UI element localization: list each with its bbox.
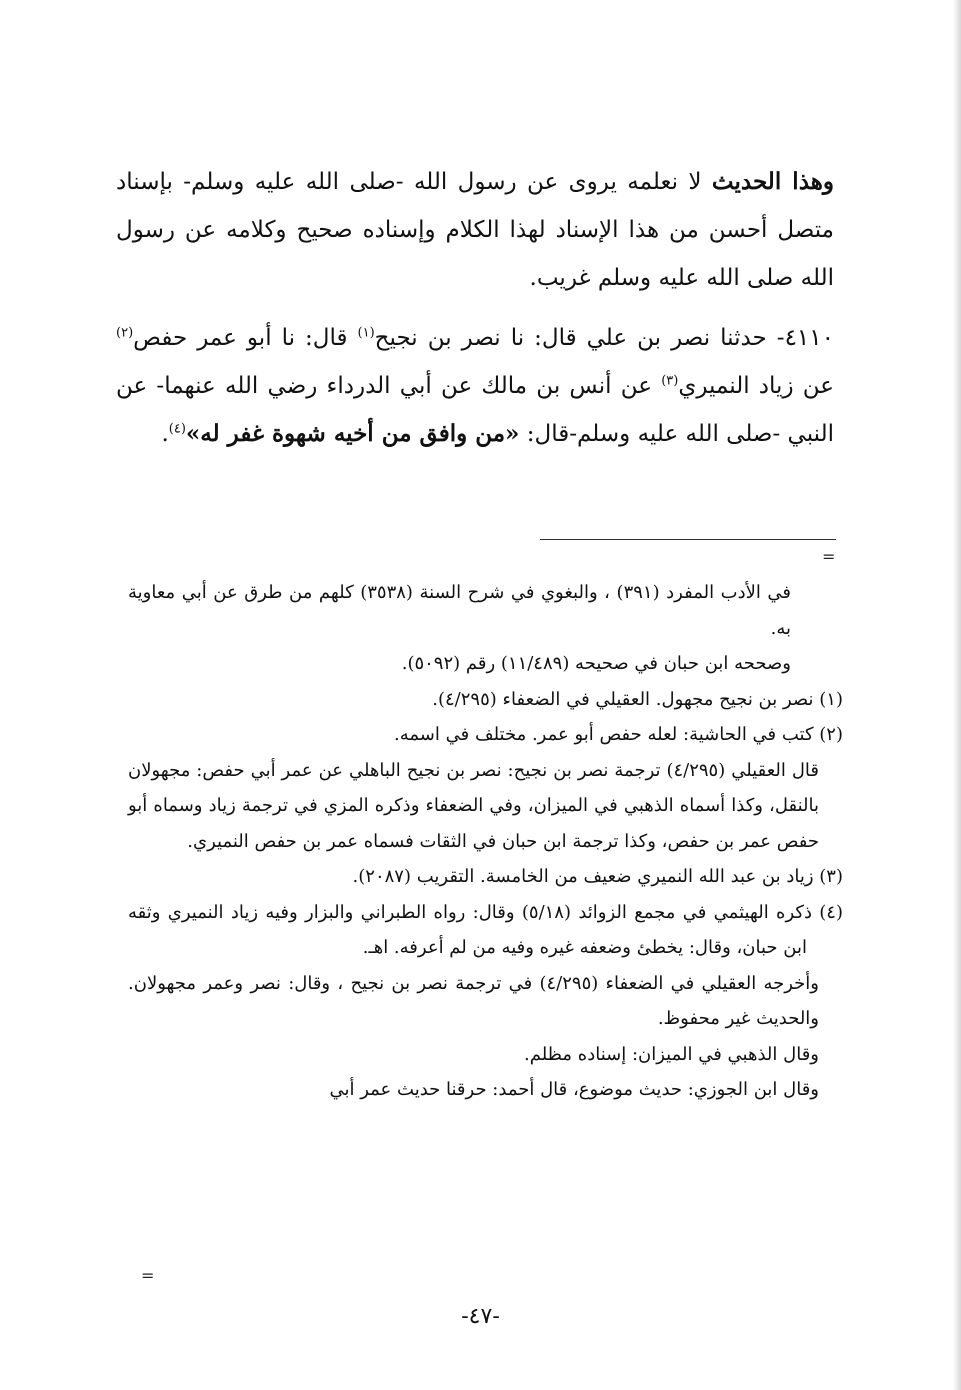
footnote-1: (١) نصر بن نجيح مجهول. العقيلي في الضعفاء (٤/٢٩٥). bbox=[432, 688, 843, 710]
footnote-3: (٣) زياد بن عبد الله النميري ضعيف من الخامسة. التقريب (٢٠٨٧). bbox=[352, 866, 843, 887]
footnote-2-detail: قال العقيلي (٤/٢٩٥) ترجمة نصر بن نجيح: نصر بن نجيح الباهلي عن عمر أبي حفص: مجهولان بالنقل، وكذا أسماه الذهبي في الميزان، وفي الضعفاء وذكره المزي في ترجمة زياد وسماه أبو حفص عمر بن حفص، وكذا ترجمة ابن حبان في الثقات فسماه عمر بن حفص النميري. bbox=[128, 759, 819, 852]
paragraph-text: لا نعلمه يروى عن رسول الله -صلى الله عليه وسلم- بإسناد متصل أحسن من هذا الإسناد لهذا الكلام وإسناده صحيح وكلامه عن رسول الله صلى الله عليه وسلم غريب. bbox=[116, 169, 834, 291]
isnad-part-a: ٤١١٠- حدثنا نصر بن علي قال: نا نصر بن نجيح bbox=[374, 325, 834, 351]
footnote-ref-4: (٤) bbox=[168, 421, 186, 437]
isnad-part-c: عن زياد النميري bbox=[678, 373, 834, 399]
continuation-mark-top: = bbox=[822, 547, 836, 566]
footnote-ref-3: (٣) bbox=[661, 373, 679, 389]
footnotes bbox=[128, 575, 843, 1108]
footnote-ref-1: (١) bbox=[357, 325, 375, 341]
paragraph-commentary bbox=[116, 158, 834, 302]
footnote-2: (٢) كتب في الحاشية: لعله حفص أبو عمر. مختلف في اسمه. bbox=[394, 724, 843, 745]
hadith-4110 bbox=[116, 314, 834, 458]
footnote-4-detail-3: وقال ابن الجوزي: حديث موضوع، قال أحمد: حرقنا حديث عمر أبي bbox=[329, 1079, 819, 1100]
page-edge-shadow bbox=[953, 0, 961, 1390]
main-text bbox=[116, 158, 834, 458]
footnote-ref-2: (٢) bbox=[116, 325, 134, 341]
page-number: -٤٧- bbox=[461, 1304, 500, 1329]
hadith-end: . bbox=[161, 421, 169, 447]
footnote-continued-1: في الأدب المفرد (٣٩١) ، والبغوي في شرح السنة (٣٥٣٨) كلهم من طرق عن أبي معاوية به. bbox=[128, 582, 791, 639]
footnote-4-detail-1: وأخرجه العقيلي في الضعفاء (٤/٢٩٥) في ترجمة نصر بن نجيح ، وقال: نصر وعمر مجهولان. والحديث غير محفوظ. bbox=[128, 972, 820, 1029]
continuation-mark-bottom: = bbox=[141, 1266, 155, 1285]
isnad-part-b: قال: نا أبو عمر حفص bbox=[133, 325, 358, 351]
footnote-continued-2: وصححه ابن حبان في صحيحه (١١/٤٨٩) رقم (٥٠٩٢). bbox=[401, 653, 791, 674]
paragraph-lead: وهذا الحديث bbox=[711, 168, 834, 195]
isnad-part-d: عن أنس بن مالك عن أبي الدرداء رضي الله عنهما- عن النبي -صلى الله عليه وسلم-قال: bbox=[116, 373, 834, 447]
footnote-4: (٤) ذكره الهيثمي في مجمع الزوائد (٥/١٨) وقال: رواه الطبراني والبزار وفيه زياد النميري وثقه ابن حبان، وقال: يخطئ وضعفه غيره وفيه من لم أعرفه. اهـ. bbox=[128, 901, 843, 958]
footnote-rule bbox=[540, 539, 836, 540]
hadith-matn: «من وافق من أخيه شهوة غفر له» bbox=[185, 420, 520, 447]
footnote-4-detail-2: وقال الذهبي في الميزان: إسناده مظلم. bbox=[524, 1043, 819, 1065]
